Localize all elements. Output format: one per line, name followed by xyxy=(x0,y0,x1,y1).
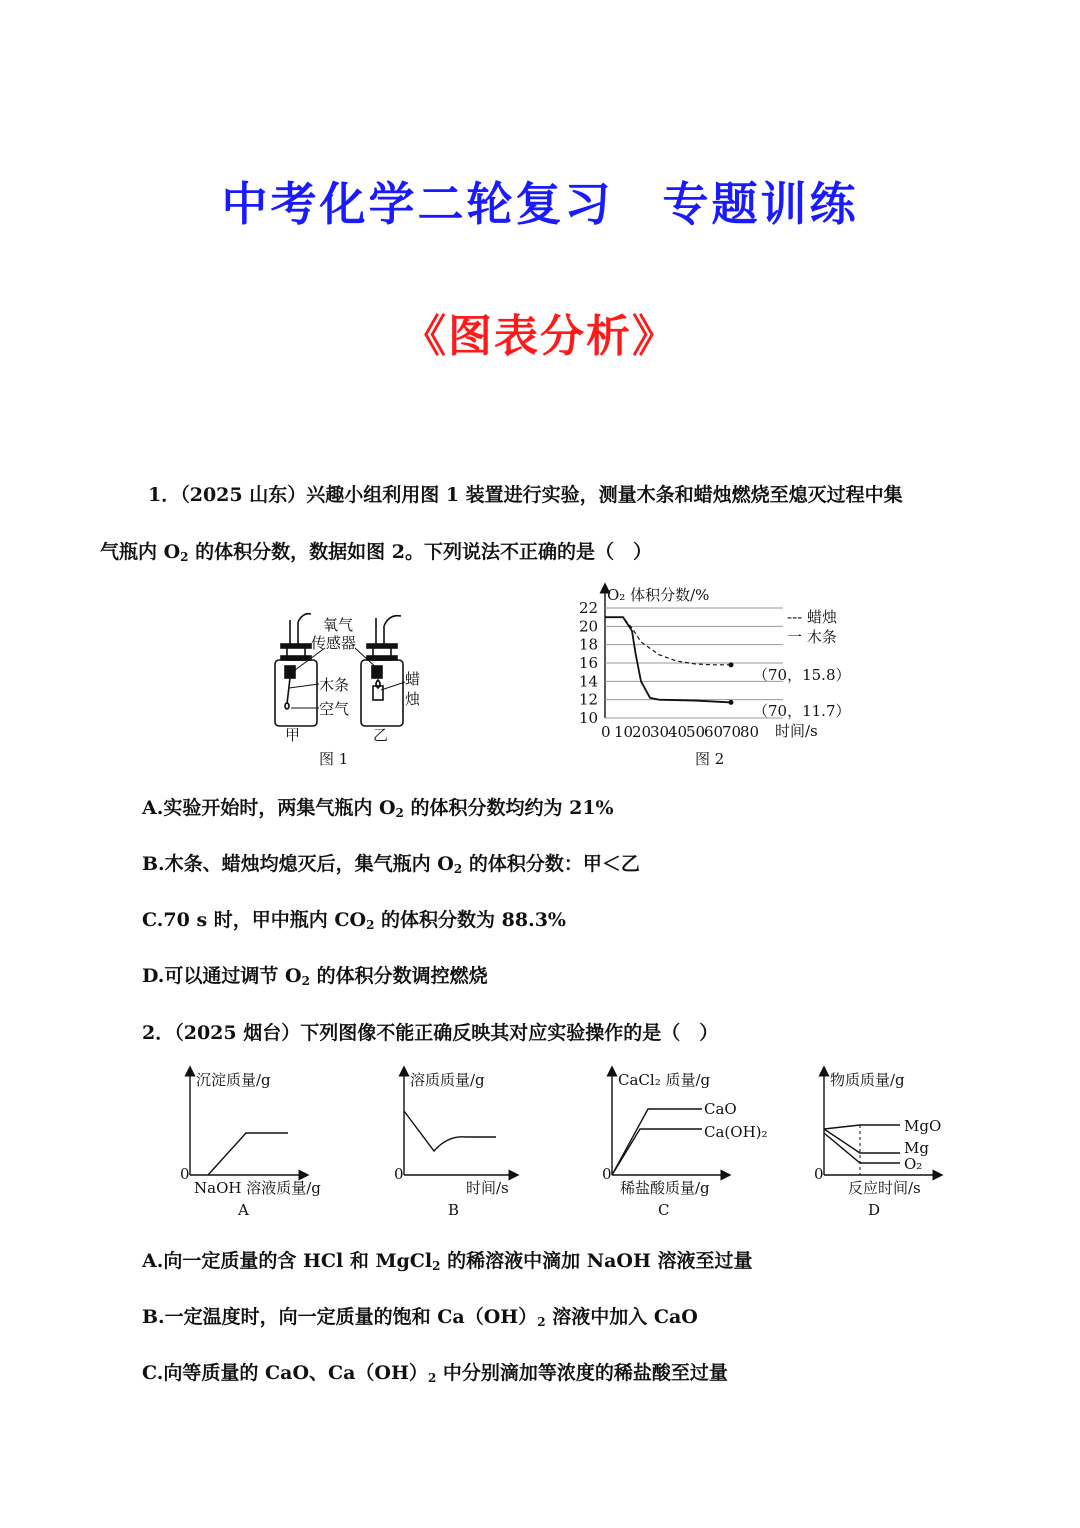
graph-d-origin: 0 xyxy=(814,1165,824,1183)
chart-y-tick: 10 xyxy=(579,709,599,727)
fig1-label-air: 空气 xyxy=(319,700,350,718)
graph-c-curve-cao xyxy=(612,1109,702,1175)
q2-option-b[interactable]: B.一定温度时，向一定质量的饱和 $Ca(OH)_2$ 溶液中加入 CaO xyxy=(142,1306,698,1329)
graph-c-label-caoh2: Ca(OH)₂ xyxy=(704,1123,768,1141)
fig1-label-wood: 木条 xyxy=(319,676,350,694)
graph-c-letter: C xyxy=(658,1201,670,1219)
q2-option-a[interactable]: A.向一定质量的含 HCl 和 MgCl$_2$ 的稀溶液中滴加 NaOH 溶液至过量 xyxy=(142,1250,753,1273)
fig2-chart xyxy=(565,580,865,770)
graph-c-ylabel: CaCl₂ 质量/g xyxy=(618,1071,711,1089)
graph-a-ylabel: 沉淀质量/g xyxy=(196,1071,271,1089)
graph-b-ylabel: 溶质质量/g xyxy=(410,1071,485,1089)
chart-x-tick: 20 xyxy=(632,723,652,741)
chart-point-label-candle: （70，15.8） xyxy=(753,666,851,684)
graph-d-letter: D xyxy=(868,1201,881,1219)
graph-d-curve-o2 xyxy=(824,1133,900,1163)
q1-option-a[interactable]: A.实验开始时，两集气瓶内 $O_2$ 的体积分数均约为 21% xyxy=(142,797,614,820)
q2-graph-a xyxy=(176,1065,346,1220)
chart-series-wood xyxy=(605,617,731,702)
chart-legend-wood: 一 木条 xyxy=(787,628,837,646)
chart-y-tick: 22 xyxy=(579,599,599,617)
chart-point-label-wood: （70，11.7） xyxy=(753,702,851,720)
graph-a-origin: 0 xyxy=(180,1165,190,1183)
chart-y-tick: 14 xyxy=(579,672,599,691)
fig1-label-yi: 乙 xyxy=(373,726,389,744)
graph-a-letter: A xyxy=(238,1201,249,1219)
chart-y-tick: 20 xyxy=(579,617,599,636)
q1-stem-line1: 1．（2025 山东）兴趣小组利用图 1 装置进行实验，测量木条和蜡烛燃烧至熄灭过程中集 xyxy=(148,484,903,506)
chart-x-tick: 50 xyxy=(686,723,706,741)
chart-point xyxy=(729,700,734,705)
jar-yi xyxy=(361,616,403,726)
graph-c-label-cao: CaO xyxy=(704,1100,737,1118)
q2-stem: 2．（2025 烟台）下列图像不能正确反映其对应实验操作的是（ ） xyxy=(142,1022,719,1044)
graph-b-origin: 0 xyxy=(394,1165,404,1183)
fig2-caption: 图 2 xyxy=(695,750,725,768)
q2-graph-b xyxy=(392,1065,542,1220)
q2-graph-c xyxy=(598,1065,788,1220)
graph-d-label-o2: O₂ xyxy=(904,1155,923,1173)
chart-x-tick: 60 xyxy=(704,723,724,741)
graph-d-label-mgo: MgO xyxy=(904,1117,942,1135)
graph-c-origin: 0 xyxy=(602,1165,612,1183)
fig1-label-sensor1: 氧气 xyxy=(323,616,354,634)
chart-legend-candle: --- 蜡烛 xyxy=(787,608,837,626)
chart-series-candle xyxy=(605,617,731,665)
q2-option-c[interactable]: C.向等质量的 CaO、$Ca(OH)_2$ 中分别滴加等浓度的稀盐酸至过量 xyxy=(142,1362,728,1385)
chart-x-tick: 30 xyxy=(650,723,670,741)
chart-x-tick: 70 xyxy=(722,723,742,741)
chart-ylabel: O₂ 体积分数/% xyxy=(607,586,710,604)
graph-c-curve-caoh2 xyxy=(612,1129,702,1175)
chart-y-tick: 12 xyxy=(579,690,599,709)
chart-y-tick: 18 xyxy=(579,635,599,654)
fig1-label-jia: 甲 xyxy=(285,726,301,744)
graph-a-xlabel: NaOH 溶液质量/g xyxy=(194,1179,321,1197)
chart-y-tick: 16 xyxy=(579,654,599,672)
graph-c-xlabel: 稀盐酸质量/g xyxy=(620,1179,710,1197)
graph-b-curve xyxy=(404,1111,496,1151)
chart-point xyxy=(729,662,734,667)
graph-d-xlabel: 反应时间/s xyxy=(848,1179,921,1197)
q2-graph-d xyxy=(810,1065,960,1220)
chart-x-tick: 80 xyxy=(740,723,760,741)
fig1-apparatus xyxy=(265,608,440,768)
graph-a-curve xyxy=(208,1133,288,1175)
chart-x-tick: 40 xyxy=(668,723,688,741)
q1-stem-line2: 气瓶内 $O_2$ 的体积分数，数据如图 2。下列说法不正确的是（ ） xyxy=(100,541,652,564)
chart-x-tick: 10 xyxy=(614,723,634,741)
graph-d-curve-mg xyxy=(824,1129,900,1153)
q1-option-c[interactable]: C.70 s 时，甲中瓶内 $CO_2$ 的体积分数为 88.3% xyxy=(142,909,566,932)
graph-b-letter: B xyxy=(448,1201,460,1219)
page-title: 中考化学二轮复习 专题训练 xyxy=(221,177,859,231)
fig1-label-sensor2: 传感器 xyxy=(311,634,357,652)
graph-d-label-mg: Mg xyxy=(904,1139,929,1157)
graph-b-xlabel: 时间/s xyxy=(466,1179,509,1197)
q1-option-d[interactable]: D.可以通过调节 $O_2$ 的体积分数调控燃烧 xyxy=(142,965,488,988)
page-subtitle: 《图表分析》 xyxy=(402,311,678,362)
graph-d-curve-mgo xyxy=(824,1125,900,1129)
fig1-caption: 图 1 xyxy=(319,750,349,768)
chart-x-tick: 0 xyxy=(601,723,611,741)
q1-option-b[interactable]: B.木条、蜡烛均熄灭后，集气瓶内 $O_2$ 的体积分数：甲＜乙 xyxy=(142,853,640,876)
fig1-label-candle2: 烛 xyxy=(405,690,421,708)
graph-d-ylabel: 物质质量/g xyxy=(830,1071,905,1089)
chart-xlabel: 时间/s xyxy=(775,722,818,740)
fig1-label-candle1: 蜡 xyxy=(405,670,421,688)
